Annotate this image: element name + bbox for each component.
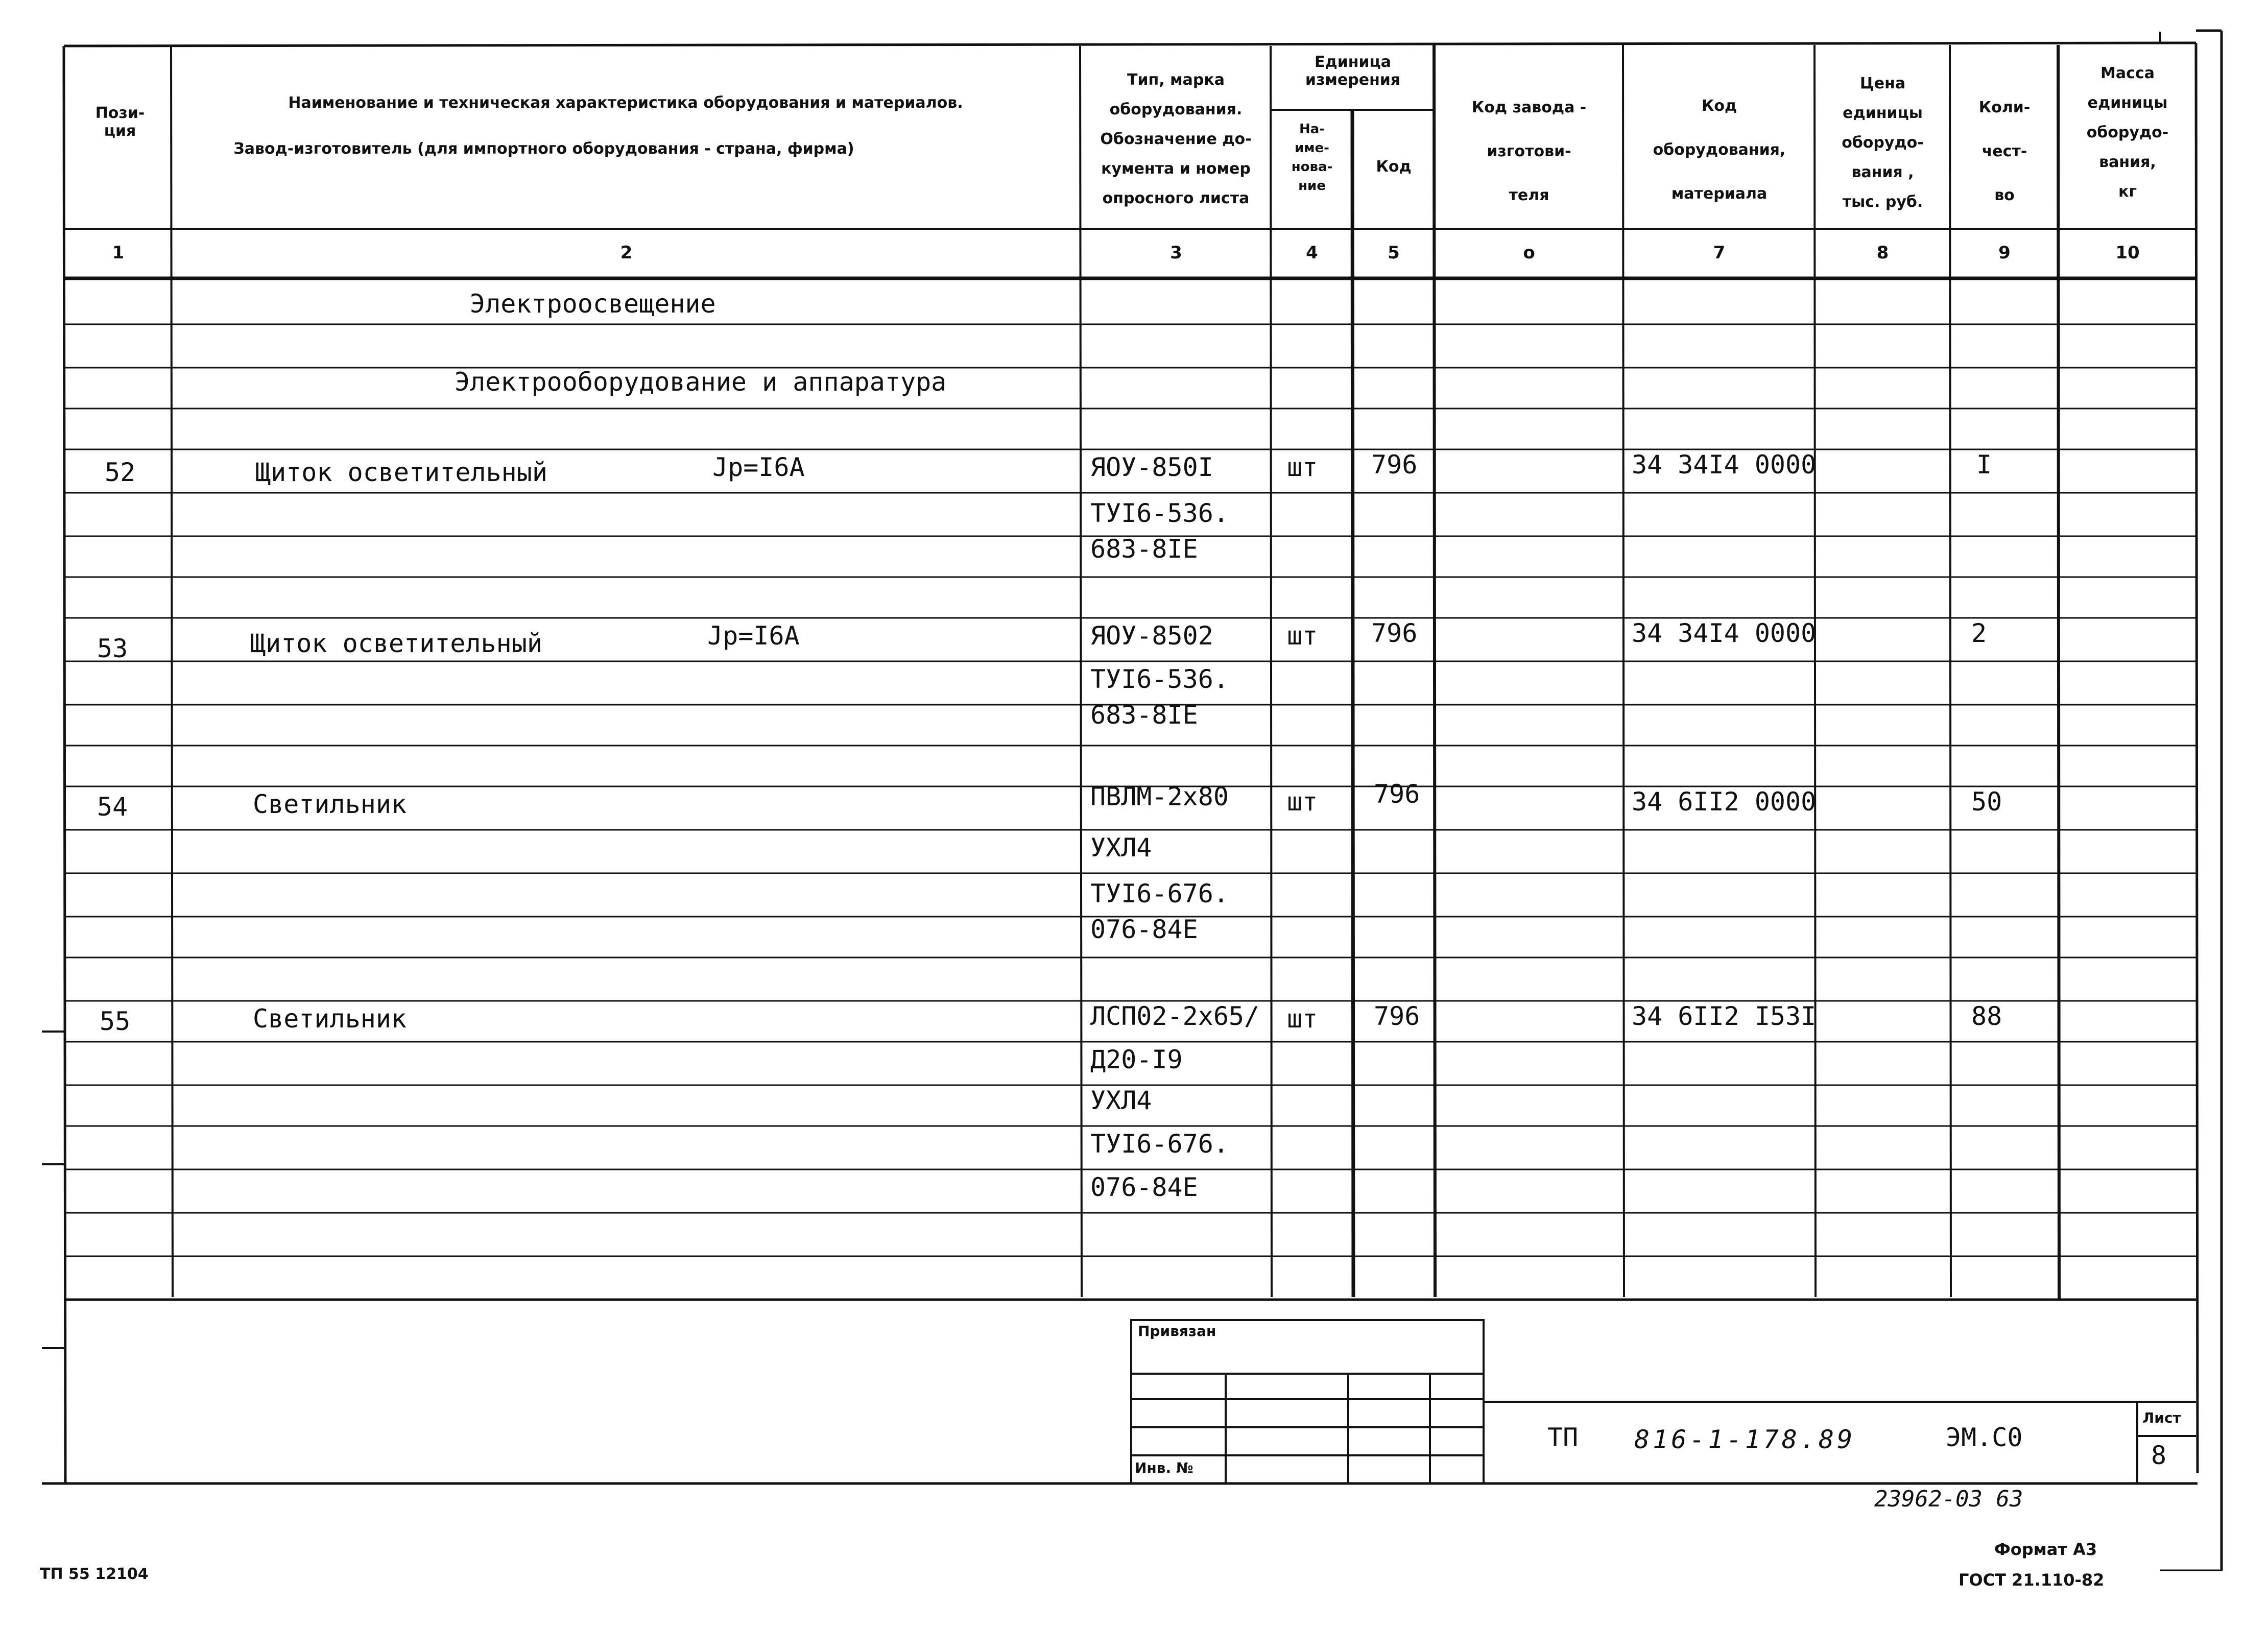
stamp-inv-label: Инв. № [1135, 1459, 1193, 1476]
header-name-line1: Наименование и техническая характеристика оборудования и материалов. [288, 94, 963, 112]
row-54-name: Светильник [253, 789, 407, 819]
row-55-name: Светильник [253, 1004, 407, 1034]
row-54-type-3: ТУI6-676. [1090, 879, 1229, 908]
row-52-type-3: 683-8IЕ [1090, 534, 1198, 564]
header-unit: Единица измерения [1305, 53, 1401, 89]
stamp-document-code: 816-1-178.89 [1634, 1425, 1856, 1454]
row-54-unit-code: 796 [1374, 779, 1420, 809]
row-54-quantity: 50 [1971, 787, 2002, 817]
row-53-name: Щиток осветительный [250, 629, 542, 658]
header-quantity: Коли- чест- во [1978, 99, 2031, 204]
header-plant-code: Код завода - изготови- теля [1471, 99, 1587, 204]
header-position: Пози- ция [95, 104, 145, 140]
row-55-material-code: 34 6II2 I53I [1632, 1001, 1817, 1031]
header-material-code: Код оборудования, материала [1653, 97, 1786, 203]
row-53-type-2: ТУI6-536. [1090, 664, 1229, 694]
colnum-7: 7 [1713, 243, 1726, 263]
colnum-1: 1 [112, 243, 125, 263]
row-54-position: 54 [97, 792, 128, 822]
row-54-type-4: 076-84Е [1090, 915, 1198, 944]
gost-label: ГОСТ 21.110-82 [1959, 1570, 2105, 1590]
stamp-sheet-number: 8 [2151, 1441, 2167, 1470]
stamp-mark: ЭМ.С0 [1946, 1423, 2023, 1452]
row-55-type-2: Д20-I9 [1090, 1045, 1183, 1074]
section-heading-lighting: Электроосвещение [470, 289, 716, 319]
row-52-type-1: ЯОУ-850I [1090, 452, 1213, 482]
row-54-type-1: ПВЛМ-2х80 [1090, 782, 1229, 811]
row-55-type-4: ТУI6-676. [1090, 1129, 1229, 1159]
colnum-10: 10 [2115, 243, 2140, 263]
header-price: Цена единицы оборудо- вания , тыс. руб. [1842, 75, 1924, 211]
colnum-9: 9 [1998, 243, 2011, 263]
row-53-type-1: ЯОУ-8502 [1090, 621, 1213, 651]
handwritten-note: 23962-03 63 [1874, 1486, 2023, 1512]
row-53-unit: шт [1287, 621, 1318, 651]
header-unit-code: Код [1376, 158, 1412, 176]
row-53-material-code: 34 34I4 0000 [1632, 618, 1817, 648]
row-53-current: Jр=I6А [707, 621, 800, 651]
row-52-current: Jр=I6А [712, 452, 805, 482]
colnum-3: 3 [1170, 243, 1182, 263]
header-unit-name: На- име- нова- ние [1291, 122, 1333, 194]
row-55-type-5: 076-84Е [1090, 1172, 1198, 1202]
colnum-6: о [1523, 243, 1535, 263]
colnum-8: 8 [1876, 243, 1889, 263]
colnum-4: 4 [1306, 243, 1318, 263]
row-55-quantity: 88 [1971, 1001, 2002, 1031]
header-type: Тип, марка оборудования. Обозначение до- кумента и номер опросного листа [1100, 71, 1252, 207]
header-name-line2: Завод-изготовитель (для импортного оборудования - страна, фирма) [233, 140, 854, 158]
row-52-quantity: I [1976, 450, 1992, 480]
row-54-type-2: УХЛ4 [1090, 833, 1152, 863]
row-54-material-code: 34 6II2 0000 [1632, 787, 1817, 817]
stamp-sheet-label: Лист [2142, 1409, 2181, 1426]
row-54-unit: шт [1287, 787, 1318, 817]
row-52-type-2: ТУI6-536. [1090, 498, 1229, 528]
row-53-quantity: 2 [1971, 618, 1987, 648]
row-55-type-1: ЛСП02-2х65/ [1090, 1001, 1260, 1031]
stamp-privyazan-label: Привязан [1138, 1323, 1216, 1339]
left-footer-code: ТП 55 12104 [40, 1565, 149, 1583]
row-52-position: 52 [105, 458, 136, 487]
row-55-position: 55 [100, 1007, 131, 1036]
row-53-unit-code: 796 [1371, 618, 1418, 648]
header-mass: Масса единицы оборудо- вания, кг [2086, 64, 2169, 201]
row-52-material-code: 34 34I4 0000 [1632, 450, 1817, 480]
row-52-unit: шт [1287, 452, 1318, 482]
stamp-tp: ТП [1547, 1423, 1579, 1452]
row-53-type-3: 683-8IЕ [1090, 700, 1198, 730]
row-53-position: 53 [97, 634, 128, 663]
colnum-5: 5 [1388, 243, 1400, 263]
row-52-unit-code: 796 [1371, 450, 1418, 480]
format-label: Формат А3 [1994, 1540, 2097, 1559]
row-55-unit-code: 796 [1374, 1001, 1420, 1031]
row-52-name: Щиток осветительный [255, 458, 547, 487]
row-55-unit: шт [1287, 1004, 1318, 1034]
colnum-2: 2 [620, 243, 633, 263]
row-55-type-3: УХЛ4 [1090, 1086, 1152, 1115]
section-heading-equipment: Электрооборудование и аппаратура [455, 367, 947, 397]
